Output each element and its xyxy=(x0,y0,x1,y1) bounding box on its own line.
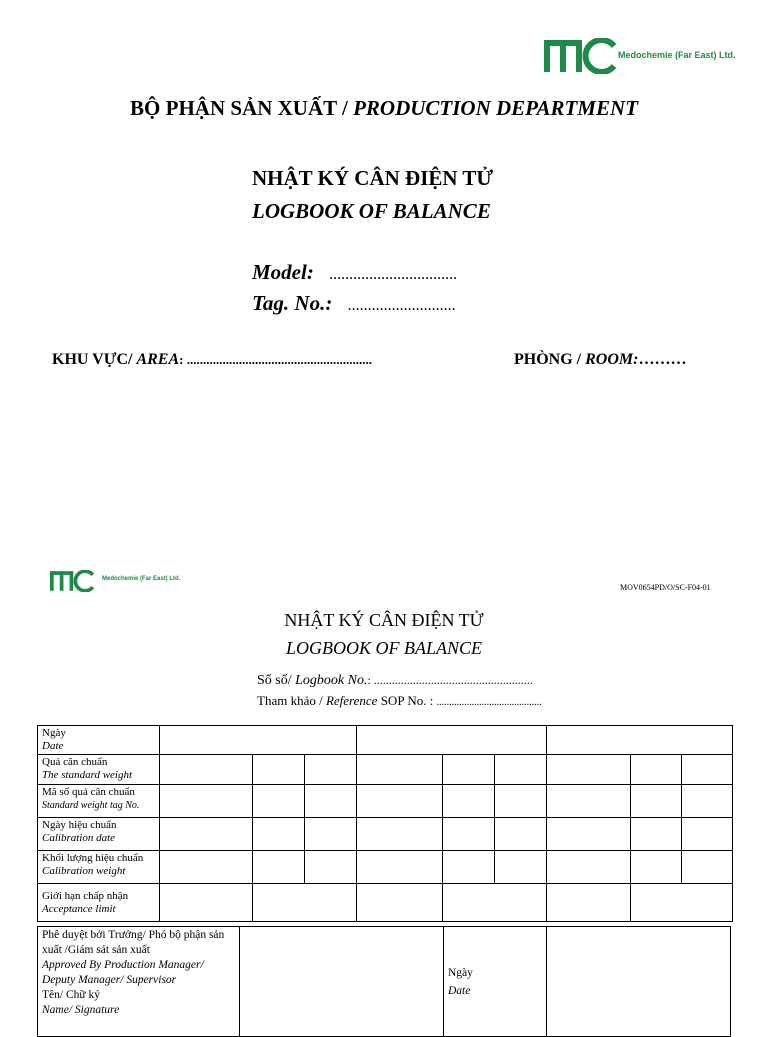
row-label-calibration-date: Ngày hiệu chuẩn Calibration date xyxy=(38,818,160,851)
approval-label xyxy=(38,927,240,1037)
row-label-acceptance-limit: Giới hạn chấp nhận Acceptance limit xyxy=(38,884,160,922)
table-cell[interactable] xyxy=(495,785,547,818)
table-cell[interactable] xyxy=(631,851,682,884)
table-cell[interactable] xyxy=(160,851,253,884)
room-line xyxy=(514,351,686,369)
table-cell[interactable] xyxy=(443,884,547,922)
table-cell[interactable] xyxy=(357,884,443,922)
table-cell[interactable] xyxy=(160,818,253,851)
reference-label-vi: Tham khảo / xyxy=(257,693,323,708)
approval-table xyxy=(37,926,731,1037)
tag-label: Tag. No.: xyxy=(252,291,333,315)
table-cell[interactable] xyxy=(357,851,443,884)
table-cell[interactable] xyxy=(631,785,682,818)
table-cell[interactable] xyxy=(305,755,357,785)
date-cell[interactable] xyxy=(160,726,357,755)
area-field[interactable]: : ......................................................... xyxy=(179,352,372,367)
approval-date-cell[interactable] xyxy=(547,927,731,1037)
table-row xyxy=(38,755,733,785)
room-label-vi: PHÒNG / xyxy=(514,351,582,368)
mc-logo-icon xyxy=(544,38,616,74)
table-row xyxy=(38,927,731,1037)
table-cell[interactable] xyxy=(547,755,631,785)
reference-field[interactable]: .......................................... xyxy=(436,697,542,708)
table-cell[interactable] xyxy=(357,785,443,818)
table-row xyxy=(38,851,733,884)
cover-title-vi: NHẬT KÝ CÂN ĐIỆN TỬ xyxy=(252,166,494,190)
room-label-en: ROOM: xyxy=(585,351,639,368)
table-cell[interactable] xyxy=(160,755,253,785)
table-cell[interactable] xyxy=(443,851,495,884)
date-cell[interactable] xyxy=(357,726,547,755)
page2-title-vi: NHẬT KÝ CÂN ĐIỆN TỬ xyxy=(284,610,484,630)
table-cell[interactable] xyxy=(631,755,682,785)
row-label-date: Ngày Date xyxy=(38,726,160,755)
logbook-field[interactable]: : ..................................................... xyxy=(367,673,533,687)
name-signature-vi: Tên/ Chữ ký xyxy=(42,989,100,1001)
department-vi: BỘ PHẬN SẢN XUẤT / xyxy=(130,96,348,120)
calibration-table xyxy=(37,725,733,922)
page2-logo xyxy=(44,570,204,592)
table-cell[interactable] xyxy=(253,884,357,922)
logbook-label-vi: Sổ số/ xyxy=(257,673,292,688)
table-row xyxy=(38,884,733,922)
page2-title-en: LOGBOOK OF BALANCE xyxy=(285,638,482,658)
table-cell[interactable] xyxy=(253,785,305,818)
table-row xyxy=(38,726,733,755)
table-row xyxy=(38,785,733,818)
department-en: PRODUCTION DEPARTMENT xyxy=(353,96,638,120)
mc-logo-small-icon xyxy=(44,570,100,592)
tag-field[interactable]: ........................... xyxy=(347,297,456,314)
logbook-no-line xyxy=(257,673,533,689)
table-cell[interactable] xyxy=(160,785,253,818)
table-cell[interactable] xyxy=(547,884,631,922)
reference-label-en: Reference xyxy=(325,693,378,708)
table-cell[interactable] xyxy=(547,851,631,884)
page2-company-name: Medochemie (Far East) Ltd. xyxy=(102,576,181,582)
table-cell[interactable] xyxy=(443,818,495,851)
area-line xyxy=(52,351,372,369)
table-cell[interactable] xyxy=(443,755,495,785)
area-label-vi: KHU VỰC/ xyxy=(52,351,133,368)
table-cell[interactable] xyxy=(357,818,443,851)
table-cell[interactable] xyxy=(253,755,305,785)
model-field[interactable]: ................................ xyxy=(329,266,458,283)
table-cell[interactable] xyxy=(682,785,733,818)
logbook-label-en: Logbook No. xyxy=(295,673,368,688)
cover-title-en: LOGBOOK OF BALANCE xyxy=(252,199,491,223)
table-cell[interactable] xyxy=(160,884,253,922)
department-heading xyxy=(0,96,768,121)
table-cell[interactable] xyxy=(547,785,631,818)
table-cell[interactable] xyxy=(682,755,733,785)
table-cell[interactable] xyxy=(682,851,733,884)
table-cell[interactable] xyxy=(495,851,547,884)
approval-date-label: Ngày Date xyxy=(444,927,547,1037)
reference-sop: SOP No. : xyxy=(380,693,434,708)
model-label: Model: xyxy=(252,260,314,284)
table-cell[interactable] xyxy=(305,785,357,818)
table-cell[interactable] xyxy=(253,851,305,884)
table-cell[interactable] xyxy=(305,818,357,851)
approval-vi: Phê duyệt bởi Trưởng/ Phó bộ phận sản xuất /Giám sát sản xuất xyxy=(42,929,225,956)
reference-line xyxy=(257,693,542,709)
table-cell[interactable] xyxy=(305,851,357,884)
table-cell[interactable] xyxy=(443,785,495,818)
date-cell[interactable] xyxy=(547,726,733,755)
doc-code: MOV0654PD/O/SC-F04-01 xyxy=(620,583,711,592)
table-cell[interactable] xyxy=(357,755,443,785)
table-cell[interactable] xyxy=(547,818,631,851)
signature-cell[interactable] xyxy=(240,927,444,1037)
room-field[interactable]: ……… xyxy=(638,351,687,368)
table-cell[interactable] xyxy=(253,818,305,851)
company-name: Medochemie (Far East) Ltd. xyxy=(618,50,736,60)
table-cell[interactable] xyxy=(495,818,547,851)
model-line xyxy=(252,260,457,285)
table-row xyxy=(38,818,733,851)
area-label-en: AREA xyxy=(136,351,180,368)
row-label-standard-weight: Quả cân chuẩn The standard weight xyxy=(38,755,160,785)
approval-en: Approved By Production Manager/ Deputy Manager/ Supervisor xyxy=(42,959,204,986)
table-cell[interactable] xyxy=(495,755,547,785)
row-label-standard-weight-tag: Mã số quả cân chuẩn Standard weight tag No. xyxy=(38,785,160,818)
table-cell[interactable] xyxy=(682,818,733,851)
tag-line xyxy=(252,291,456,316)
cover-logo xyxy=(544,38,744,76)
table-cell[interactable] xyxy=(631,818,682,851)
row-label-calibration-weight: Khối lượng hiệu chuẩn Calibration weight xyxy=(38,851,160,884)
name-signature-en: Name/ Signature xyxy=(42,1004,120,1016)
table-cell[interactable] xyxy=(631,884,733,922)
